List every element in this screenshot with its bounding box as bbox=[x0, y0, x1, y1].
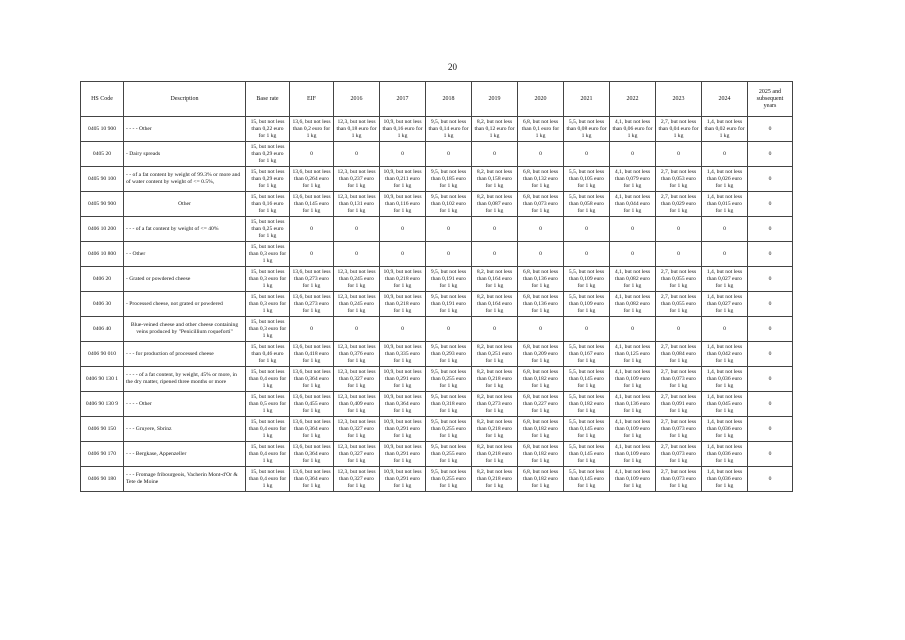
rate-cell: 1,4, but not less than 0,015 euro for 1 kg bbox=[702, 192, 748, 217]
rate-cell: 1,4, but not less than 0,042 euro for 1 kg bbox=[702, 342, 748, 367]
rate-cell: 8,2, but not less than 0,164 euro for 1 kg bbox=[472, 292, 518, 317]
table-row bbox=[81, 367, 793, 392]
rate-cell: 0 bbox=[426, 242, 472, 267]
rate-cell: 15, but not less than 0,25 euro for 1 kg bbox=[246, 217, 290, 242]
rate-cell: 9,5, but not less than 0,318 euro for 1 kg bbox=[426, 392, 472, 417]
rate-cell: 0 bbox=[748, 392, 793, 417]
rate-cell: 9,5, but not less than 0,185 euro for 1 kg bbox=[426, 167, 472, 192]
rate-cell: 6,8, but not less than 0,227 euro for 1 kg bbox=[518, 392, 564, 417]
hs-code-cell: 0406 10 800 bbox=[81, 242, 124, 267]
hs-code-cell: 0406 30 bbox=[81, 292, 124, 317]
rate-cell: 0 bbox=[334, 317, 380, 342]
rate-cell: 15, but not less than 0,16 euro for 1 kg bbox=[246, 192, 290, 217]
column-header: 2024 bbox=[702, 82, 748, 117]
rate-cell: 15, but not less than 0,29 euro for 1 kg bbox=[246, 167, 290, 192]
rate-cell: 15, but not less than 0,4 euro for 1 kg bbox=[246, 467, 290, 492]
rate-cell: 13,6, but not less than 0,145 euro for 1 kg bbox=[290, 192, 334, 217]
rate-cell: 4,1, but not less than 0,109 euro for 1 kg bbox=[610, 467, 656, 492]
rate-cell: 15, but not less than 0,4 euro for 1 kg bbox=[246, 417, 290, 442]
hs-code-cell: 0406 40 bbox=[81, 317, 124, 342]
table-row bbox=[81, 267, 793, 292]
rate-cell: 0 bbox=[748, 367, 793, 392]
rate-cell: 0 bbox=[702, 317, 748, 342]
rate-cell: 6,8, but not less than 0,136 euro for 1 kg bbox=[518, 292, 564, 317]
rate-cell: 0 bbox=[380, 217, 426, 242]
rate-cell: 5,5, but not less than 0,058 euro for 1 kg bbox=[564, 192, 610, 217]
description-cell: - - - - of a fat content, by weight, 45% or more, in the dry matter, ripened three months or more bbox=[124, 367, 246, 392]
page-number: 20 bbox=[448, 62, 457, 72]
hs-code-cell: 0406 90 170 bbox=[81, 442, 124, 467]
rate-cell: 5,5, but not less than 0,145 euro for 1 kg bbox=[564, 467, 610, 492]
rate-cell: 9,5, but not less than 0,293 euro for 1 kg bbox=[426, 342, 472, 367]
table-row bbox=[81, 217, 793, 242]
column-header: 2023 bbox=[656, 82, 702, 117]
table-row bbox=[81, 167, 793, 192]
rate-cell: 4,1, but not less than 0,079 euro for 1 kg bbox=[610, 167, 656, 192]
rate-cell: 0 bbox=[702, 242, 748, 267]
hs-code-cell: 0406 90 010 bbox=[81, 342, 124, 367]
rate-cell: 0 bbox=[656, 142, 702, 167]
rate-cell: 2,7, but not less than 0,091 euro for 1 kg bbox=[656, 392, 702, 417]
column-header: Base rate bbox=[246, 82, 290, 117]
rate-cell: 0 bbox=[334, 217, 380, 242]
description-cell: - Grated or powdered cheese bbox=[124, 267, 246, 292]
rate-cell: 10,9, but not less than 0,291 euro for 1 kg bbox=[380, 467, 426, 492]
rate-cell: 4,1, but not less than 0,109 euro for 1 kg bbox=[610, 442, 656, 467]
rate-cell: 8,2, but not less than 0,218 euro for 1 kg bbox=[472, 417, 518, 442]
rate-cell: 15, but not less than 0,3 euro for 1 kg bbox=[246, 267, 290, 292]
rate-cell: 13,6, but not less than 0,273 euro for 1 kg bbox=[290, 292, 334, 317]
rate-cell: 0 bbox=[518, 317, 564, 342]
rate-cell: 2,7, but not less than 0,04 euro for 1 kg bbox=[656, 117, 702, 142]
table-row bbox=[81, 392, 793, 417]
rate-cell: 13,6, but not less than 0,264 euro for 1 kg bbox=[290, 167, 334, 192]
hs-code-cell: 0406 10 200 bbox=[81, 217, 124, 242]
rate-cell: 9,5, but not less than 0,255 euro for 1 kg bbox=[426, 367, 472, 392]
rate-cell: 13,6, but not less than 0,2 euro for 1 kg bbox=[290, 117, 334, 142]
table-row bbox=[81, 192, 793, 217]
rate-cell: 15, but not less than 0,5 euro for 1 kg bbox=[246, 392, 290, 417]
rate-cell: 8,2, but not less than 0,12 euro for 1 kg bbox=[472, 117, 518, 142]
description-cell: - Processed cheese, not grated or powdered bbox=[124, 292, 246, 317]
rate-cell: 10,9, but not less than 0,218 euro for 1 kg bbox=[380, 292, 426, 317]
rate-cell: 0 bbox=[702, 142, 748, 167]
rate-cell: 10,9, but not less than 0,364 euro for 1 kg bbox=[380, 392, 426, 417]
rate-cell: 1,4, but not less than 0,036 euro for 1 kg bbox=[702, 467, 748, 492]
rate-cell: 4,1, but not less than 0,044 euro for 1 kg bbox=[610, 192, 656, 217]
description-cell: - - - Bergkase, Appenzeller bbox=[124, 442, 246, 467]
rate-cell: 0 bbox=[656, 217, 702, 242]
rate-cell: 1,4, but not less than 0,027 euro for 1 kg bbox=[702, 267, 748, 292]
column-header: HS Code bbox=[81, 82, 124, 117]
rate-cell: 1,4, but not less than 0,036 euro for 1 kg bbox=[702, 442, 748, 467]
description-cell: Blue-veined cheese and other cheese containing veins produced by "Penicillium roqueforti" bbox=[124, 317, 246, 342]
column-header: 2020 bbox=[518, 82, 564, 117]
rate-cell: 8,2, but not less than 0,218 euro for 1 kg bbox=[472, 467, 518, 492]
rate-cell: 15, but not less than 0,22 euro for 1 kg bbox=[246, 117, 290, 142]
rate-cell: 0 bbox=[518, 217, 564, 242]
rate-cell: 10,9, but not less than 0,335 euro for 1 kg bbox=[380, 342, 426, 367]
rate-cell: 8,2, but not less than 0,087 euro for 1 kg bbox=[472, 192, 518, 217]
column-header: EIF bbox=[290, 82, 334, 117]
rate-cell: 15, but not less than 0,3 euro for 1 kg bbox=[246, 317, 290, 342]
table-body bbox=[81, 117, 793, 492]
rate-cell: 5,5, but not less than 0,145 euro for 1 kg bbox=[564, 367, 610, 392]
rate-cell: 10,9, but not less than 0,291 euro for 1 kg bbox=[380, 417, 426, 442]
rate-cell: 9,5, but not less than 0,255 euro for 1 kg bbox=[426, 417, 472, 442]
rate-cell: 12,3, but not less than 0,409 euro for 1 kg bbox=[334, 392, 380, 417]
rate-cell: 2,7, but not less than 0,055 euro for 1 kg bbox=[656, 292, 702, 317]
table-row bbox=[81, 317, 793, 342]
table-row bbox=[81, 242, 793, 267]
rate-cell: 2,7, but not less than 0,073 euro for 1 kg bbox=[656, 442, 702, 467]
rate-cell: 9,5, but not less than 0,255 euro for 1 kg bbox=[426, 442, 472, 467]
rate-cell: 0 bbox=[748, 217, 793, 242]
rate-cell: 9,5, but not less than 0,102 euro for 1 kg bbox=[426, 192, 472, 217]
rate-cell: 0 bbox=[748, 317, 793, 342]
rate-cell: 15, but not less than 0,46 euro for 1 kg bbox=[246, 342, 290, 367]
rate-cell: 12,3, but not less than 0,245 euro for 1 kg bbox=[334, 267, 380, 292]
rate-cell: 9,5, but not less than 0,191 euro for 1 kg bbox=[426, 292, 472, 317]
description-cell: - - - - Other bbox=[124, 392, 246, 417]
rate-cell: 8,2, but not less than 0,164 euro for 1 kg bbox=[472, 267, 518, 292]
description-cell: - - - Gruyere, Sbrinz bbox=[124, 417, 246, 442]
rate-cell: 9,5, but not less than 0,255 euro for 1 kg bbox=[426, 467, 472, 492]
table-row bbox=[81, 467, 793, 492]
rate-cell: 12,3, but not less than 0,18 euro for 1 kg bbox=[334, 117, 380, 142]
rate-cell: 10,9, but not less than 0,291 euro for 1 kg bbox=[380, 442, 426, 467]
rate-cell: 5,5, but not less than 0,145 euro for 1 kg bbox=[564, 417, 610, 442]
table-row bbox=[81, 292, 793, 317]
rate-cell: 13,6, but not less than 0,273 euro for 1 kg bbox=[290, 267, 334, 292]
rate-cell: 8,2, but not less than 0,158 euro for 1 kg bbox=[472, 167, 518, 192]
rate-cell: 6,8, but not less than 0,182 euro for 1 kg bbox=[518, 442, 564, 467]
hs-code-cell: 0405 90 900 bbox=[81, 192, 124, 217]
rate-cell: 2,7, but not less than 0,053 euro for 1 kg bbox=[656, 167, 702, 192]
rate-cell: 0 bbox=[290, 217, 334, 242]
rate-cell: 0 bbox=[656, 317, 702, 342]
rate-cell: 0 bbox=[748, 467, 793, 492]
rate-cell: 13,6, but not less than 0,364 euro for 1 kg bbox=[290, 442, 334, 467]
rate-cell: 9,5, but not less than 0,14 euro for 1 kg bbox=[426, 117, 472, 142]
rate-cell: 15, but not less than 0,3 euro for 1 kg bbox=[246, 292, 290, 317]
description-cell: - - Other bbox=[124, 242, 246, 267]
rate-cell: 1,4, but not less than 0,036 euro for 1 kg bbox=[702, 417, 748, 442]
rate-cell: 0 bbox=[472, 217, 518, 242]
rate-cell: 0 bbox=[518, 142, 564, 167]
description-cell: - - of a fat content by weight of 99.3% or more and of water content by weight of <= 0.5%, bbox=[124, 167, 246, 192]
rate-cell: 0 bbox=[290, 317, 334, 342]
rate-cell: 1,4, but not less than 0,045 euro for 1 kg bbox=[702, 392, 748, 417]
rate-cell: 15, but not less than 0,4 euro for 1 kg bbox=[246, 442, 290, 467]
column-header: 2019 bbox=[472, 82, 518, 117]
column-header: 2022 bbox=[610, 82, 656, 117]
rate-cell: 6,8, but not less than 0,182 euro for 1 kg bbox=[518, 417, 564, 442]
table-row bbox=[81, 117, 793, 142]
rate-cell: 0 bbox=[610, 217, 656, 242]
rate-cell: 8,2, but not less than 0,218 euro for 1 kg bbox=[472, 442, 518, 467]
rate-cell: 12,3, but not less than 0,327 euro for 1 kg bbox=[334, 417, 380, 442]
rate-cell: 12,3, but not less than 0,327 euro for 1 kg bbox=[334, 367, 380, 392]
rate-cell: 10,9, but not less than 0,218 euro for 1 kg bbox=[380, 267, 426, 292]
rate-cell: 12,3, but not less than 0,376 euro for 1 kg bbox=[334, 342, 380, 367]
rate-cell: 0 bbox=[748, 342, 793, 367]
rate-cell: 2,7, but not less than 0,029 euro for 1 kg bbox=[656, 192, 702, 217]
rate-cell: 15, but not less than 0,4 euro for 1 kg bbox=[246, 367, 290, 392]
rate-cell: 0 bbox=[564, 242, 610, 267]
rate-cell: 6,8, but not less than 0,1 euro for 1 kg bbox=[518, 117, 564, 142]
rate-cell: 15, but not less than 0,3 euro for 1 kg bbox=[246, 242, 290, 267]
rate-cell: 5,5, but not less than 0,109 euro for 1 kg bbox=[564, 292, 610, 317]
column-header: 2018 bbox=[426, 82, 472, 117]
rate-cell: 4,1, but not less than 0,125 euro for 1 kg bbox=[610, 342, 656, 367]
rate-cell: 12,3, but not less than 0,237 euro for 1 kg bbox=[334, 167, 380, 192]
rate-cell: 1,4, but not less than 0,036 euro for 1 kg bbox=[702, 367, 748, 392]
rate-cell: 8,2, but not less than 0,251 euro for 1 kg bbox=[472, 342, 518, 367]
rate-cell: 5,5, but not less than 0,167 euro for 1 kg bbox=[564, 342, 610, 367]
rate-cell: 13,6, but not less than 0,364 euro for 1 kg bbox=[290, 367, 334, 392]
description-cell: - - - for production of processed cheese bbox=[124, 342, 246, 367]
rate-cell: 0 bbox=[518, 242, 564, 267]
rate-cell: 0 bbox=[426, 317, 472, 342]
rate-cell: 0 bbox=[380, 317, 426, 342]
rate-cell: 6,8, but not less than 0,132 euro for 1 kg bbox=[518, 167, 564, 192]
rate-cell: 5,5, but not less than 0,08 euro for 1 kg bbox=[564, 117, 610, 142]
rate-cell: 4,1, but not less than 0,082 euro for 1 kg bbox=[610, 267, 656, 292]
rate-cell: 0 bbox=[380, 142, 426, 167]
rate-cell: 0 bbox=[564, 142, 610, 167]
hs-code-cell: 0405 10 900 bbox=[81, 117, 124, 142]
column-header: 2017 bbox=[380, 82, 426, 117]
rate-cell: 0 bbox=[610, 142, 656, 167]
rate-cell: 9,5, but not less than 0,191 euro for 1 kg bbox=[426, 267, 472, 292]
rate-cell: 4,1, but not less than 0,06 euro for 1 kg bbox=[610, 117, 656, 142]
rate-cell: 1,4, but not less than 0,026 euro for 1 kg bbox=[702, 167, 748, 192]
rate-cell: 4,1, but not less than 0,109 euro for 1 kg bbox=[610, 417, 656, 442]
rate-cell: 0 bbox=[334, 242, 380, 267]
hs-code-cell: 0405 20 bbox=[81, 142, 124, 167]
rate-cell: 0 bbox=[748, 117, 793, 142]
table-row bbox=[81, 142, 793, 167]
rate-cell: 13,6, but not less than 0,455 euro for 1 kg bbox=[290, 392, 334, 417]
rate-cell: 0 bbox=[748, 192, 793, 217]
description-cell: - - - of a fat content by weight of <= 40% bbox=[124, 217, 246, 242]
rate-cell: 0 bbox=[334, 142, 380, 167]
column-header: 2021 bbox=[564, 82, 610, 117]
rate-cell: 6,8, but not less than 0,182 euro for 1 kg bbox=[518, 467, 564, 492]
rate-cell: 0 bbox=[610, 242, 656, 267]
hs-code-cell: 0406 20 bbox=[81, 267, 124, 292]
rate-cell: 2,7, but not less than 0,073 euro for 1 kg bbox=[656, 417, 702, 442]
rate-cell: 4,1, but not less than 0,136 euro for 1 kg bbox=[610, 392, 656, 417]
rate-cell: 0 bbox=[748, 417, 793, 442]
rate-cell: 5,5, but not less than 0,105 euro for 1 kg bbox=[564, 167, 610, 192]
rate-cell: 0 bbox=[564, 217, 610, 242]
rate-cell: 13,6, but not less than 0,364 euro for 1 kg bbox=[290, 467, 334, 492]
rate-cell: 2,7, but not less than 0,073 euro for 1 kg bbox=[656, 367, 702, 392]
rate-cell: 0 bbox=[564, 317, 610, 342]
rate-cell: 4,1, but not less than 0,082 euro for 1 kg bbox=[610, 292, 656, 317]
rate-cell: 1,4, but not less than 0,027 euro for 1 kg bbox=[702, 292, 748, 317]
rate-cell: 10,9, but not less than 0,291 euro for 1 kg bbox=[380, 367, 426, 392]
rate-cell: 0 bbox=[748, 142, 793, 167]
description-cell: - - - Fromage fribourgeois, Vacherin Mont-d'Or & Tete de Moine bbox=[124, 467, 246, 492]
rate-cell: 13,6, but not less than 0,418 euro for 1 kg bbox=[290, 342, 334, 367]
rate-cell: 12,3, but not less than 0,327 euro for 1 kg bbox=[334, 467, 380, 492]
rate-cell: 5,5, but not less than 0,182 euro for 1 kg bbox=[564, 392, 610, 417]
rate-cell: 6,8, but not less than 0,136 euro for 1 kg bbox=[518, 267, 564, 292]
rate-cell: 0 bbox=[748, 267, 793, 292]
rate-cell: 10,9, but not less than 0,211 euro for 1 kg bbox=[380, 167, 426, 192]
rate-cell: 6,8, but not less than 0,209 euro for 1 kg bbox=[518, 342, 564, 367]
rate-cell: 13,6, but not less than 0,364 euro for 1 kg bbox=[290, 417, 334, 442]
rate-cell: 12,3, but not less than 0,245 euro for 1 kg bbox=[334, 292, 380, 317]
hs-code-cell: 0406 90 180 bbox=[81, 467, 124, 492]
rate-cell: 0 bbox=[472, 317, 518, 342]
rate-cell: 12,3, but not less than 0,327 euro for 1 kg bbox=[334, 442, 380, 467]
rate-cell: 0 bbox=[426, 217, 472, 242]
rate-cell: 0 bbox=[702, 217, 748, 242]
rate-cell: 2,7, but not less than 0,084 euro for 1 kg bbox=[656, 342, 702, 367]
hs-code-cell: 0406 90 150 bbox=[81, 417, 124, 442]
rate-cell: 2,7, but not less than 0,055 euro for 1 kg bbox=[656, 267, 702, 292]
rate-cell: 0 bbox=[290, 242, 334, 267]
header-row bbox=[81, 82, 793, 117]
tariff-table bbox=[80, 81, 793, 492]
column-header: 2016 bbox=[334, 82, 380, 117]
rate-cell: 1,4, but not less than 0,02 euro for 1 kg bbox=[702, 117, 748, 142]
rate-cell: 0 bbox=[656, 242, 702, 267]
description-cell: - Dairy spreads bbox=[124, 142, 246, 167]
rate-cell: 0 bbox=[472, 242, 518, 267]
table-row bbox=[81, 417, 793, 442]
rate-cell: 10,9, but not less than 0,16 euro for 1 kg bbox=[380, 117, 426, 142]
rate-cell: 12,3, but not less than 0,131 euro for 1 kg bbox=[334, 192, 380, 217]
hs-code-cell: 0406 90 130 1 bbox=[81, 367, 124, 392]
table-row bbox=[81, 442, 793, 467]
rate-cell: 5,5, but not less than 0,109 euro for 1 kg bbox=[564, 267, 610, 292]
rate-cell: 0 bbox=[748, 167, 793, 192]
rate-cell: 0 bbox=[610, 317, 656, 342]
description-cell: Other bbox=[124, 192, 246, 217]
rate-cell: 15, but not less than 0,29 euro for 1 kg bbox=[246, 142, 290, 167]
hs-code-cell: 0405 90 100 bbox=[81, 167, 124, 192]
rate-cell: 2,7, but not less than 0,073 euro for 1 kg bbox=[656, 467, 702, 492]
rate-cell: 4,1, but not less than 0,109 euro for 1 kg bbox=[610, 367, 656, 392]
rate-cell: 6,8, but not less than 0,073 euro for 1 kg bbox=[518, 192, 564, 217]
rate-cell: 0 bbox=[472, 142, 518, 167]
rate-cell: 0 bbox=[748, 242, 793, 267]
rate-cell: 5,5, but not less than 0,145 euro for 1 kg bbox=[564, 442, 610, 467]
column-header: Description bbox=[124, 82, 246, 117]
rate-cell: 6,8, but not less than 0,182 euro for 1 kg bbox=[518, 367, 564, 392]
rate-cell: 0 bbox=[426, 142, 472, 167]
rate-cell: 0 bbox=[748, 442, 793, 467]
rate-cell: 0 bbox=[290, 142, 334, 167]
hs-code-cell: 0406 90 130 9 bbox=[81, 392, 124, 417]
table-row bbox=[81, 342, 793, 367]
rate-cell: 10,9, but not less than 0,116 euro for 1 kg bbox=[380, 192, 426, 217]
rate-cell: 0 bbox=[380, 242, 426, 267]
rate-cell: 8,2, but not less than 0,273 euro for 1 kg bbox=[472, 392, 518, 417]
rate-cell: 0 bbox=[748, 292, 793, 317]
rate-cell: 8,2, but not less than 0,218 euro for 1 kg bbox=[472, 367, 518, 392]
column-header: 2025 and subsequent years bbox=[748, 82, 793, 117]
description-cell: - - - - Other bbox=[124, 117, 246, 142]
